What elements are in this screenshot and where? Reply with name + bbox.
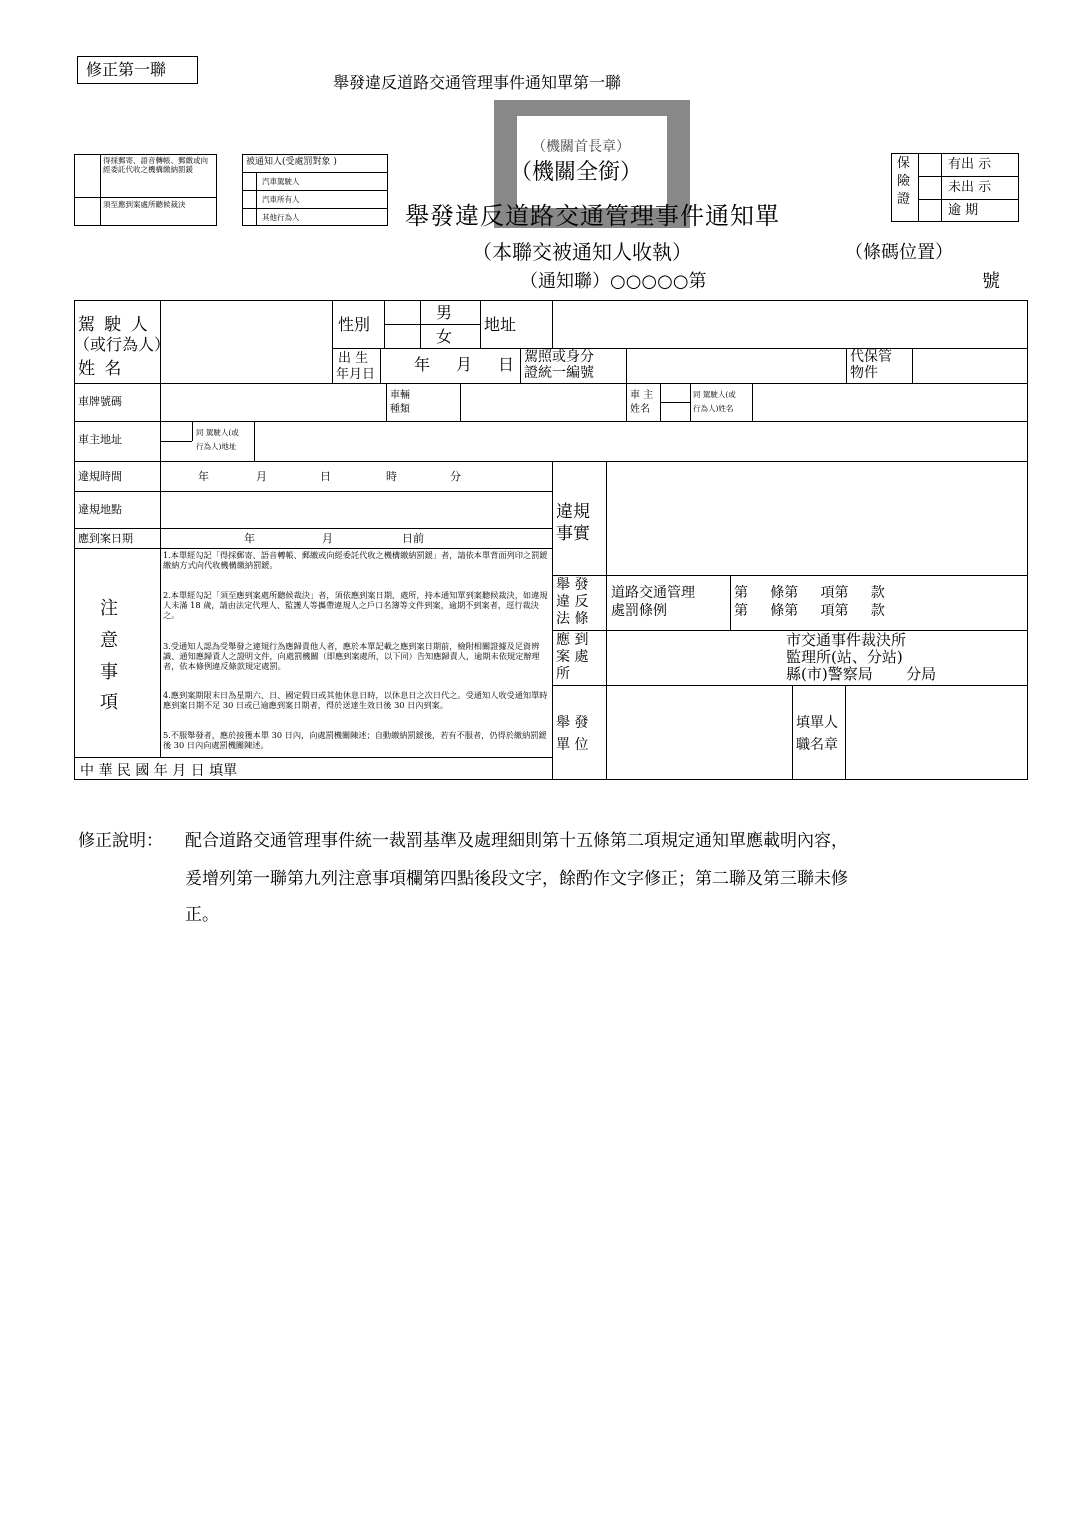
form-subtitle: （本聯交被通知人收執） xyxy=(472,240,692,264)
driver-name-field[interactable] xyxy=(162,302,330,381)
notes-label-1: 注 xyxy=(100,598,118,619)
same-owner-address-2: 行為人)地址 xyxy=(196,442,237,451)
driver-label-1: 駕 駛 人 xyxy=(78,315,150,335)
filler-label-1: 填單人 xyxy=(796,715,838,731)
vehicle-type-field[interactable] xyxy=(462,385,624,419)
insurance-not-shown: 未出 示 xyxy=(948,180,992,195)
law-label-1: 舉 發 xyxy=(556,577,589,593)
male-label: 男 xyxy=(436,303,453,322)
driver-label-2: （或行為人） xyxy=(74,335,171,354)
insurance-label-3: 證 xyxy=(897,192,911,207)
revision-note-line-1: 配合道路交通管理事件統一裁罰基準及處理細則第十五條第二項規定通知單應載明內容， xyxy=(185,831,848,851)
owner-name-label-1: 車 主 xyxy=(630,390,654,401)
license-number-field[interactable] xyxy=(628,350,844,381)
insurance-expired: 逾 期 xyxy=(948,203,979,218)
driver-label-3: 姓 名 xyxy=(78,359,124,379)
guardian-label-1: 代保管 xyxy=(850,349,892,365)
revision-note-line-2: 爰增列第一聯第九列注意事項欄第四點後段文字，餘酌作文字修正；第二聯及第三聯未修 xyxy=(185,869,848,889)
office-line-3: 縣(市)警察局 分局 xyxy=(786,665,937,683)
notes-label-4: 項 xyxy=(100,692,118,713)
owner-address-label: 車主地址 xyxy=(78,433,122,446)
same-owner-name-2: 行為人)姓名 xyxy=(693,404,734,413)
violation-facts-field[interactable] xyxy=(608,463,1026,573)
roc-date-line: 中 華 民 國 年 月 日 填單 xyxy=(80,763,238,779)
office-line-2: 監理所(站、分站) xyxy=(786,648,903,666)
notified-row-other: 其他行為人 xyxy=(262,213,300,222)
time-year: 年 xyxy=(198,470,209,483)
filler-seal-field[interactable] xyxy=(847,687,1026,778)
checkbox-female[interactable] xyxy=(386,326,418,346)
notice-number-suffix: 號 xyxy=(982,271,1000,292)
law-label-3: 法 條 xyxy=(556,611,589,627)
office-label-3: 所 xyxy=(556,666,570,682)
note-1: 1.本單經勾記「得採郵寄、語音轉帳、郵繳或向經委託代收之機構繳納罰鍰」者，請依本單背面列印之罰鍰繳納方式向代收機構繳納罰鍰。 xyxy=(163,550,548,570)
revision-note-line-3: 正。 xyxy=(185,905,219,925)
insurance-shown: 有出 示 xyxy=(948,157,992,172)
guardian-items-field[interactable] xyxy=(914,350,1026,381)
plate-label: 車牌號碼 xyxy=(78,395,122,408)
due-year: 年 xyxy=(244,532,255,545)
note-2: 2.本單經勾記「須至應到案處所聽候裁決」者，須依應到案日期、處所，持本通知單到案聽候裁決，如違規人未滿 18 歲，請由法定代理人、監護人等攜帶違規人之戶口名簿等文件到案，逾期不到案者，逕行裁決之。 xyxy=(163,590,548,620)
insurance-label-2: 險 xyxy=(897,174,911,189)
license-label-2: 證統一編號 xyxy=(524,365,594,381)
gender-label: 性別 xyxy=(338,315,371,334)
birth-label-2: 年月日 xyxy=(336,367,376,382)
notified-title: 被通知人(受處罰對象 ) xyxy=(246,157,337,167)
violation-time-label: 違規時間 xyxy=(78,470,122,483)
form-title: 舉發違反道路交通管理事件通知單 xyxy=(405,202,780,230)
office-line-1: 市交通事件裁決所 xyxy=(786,631,907,649)
owner-name-label-2: 姓名 xyxy=(630,404,650,415)
facts-label-2: 事實 xyxy=(556,524,590,544)
checkbox-mail-payment[interactable] xyxy=(76,156,98,195)
law-clause-1: 第 條第 項第 款 xyxy=(734,585,885,601)
law-clause-2: 第 條第 項第 款 xyxy=(734,603,885,619)
time-hour: 時 xyxy=(386,470,397,483)
address-field[interactable] xyxy=(554,302,1026,346)
due-date-label: 應到案日期 xyxy=(78,532,133,545)
birth-day: 日 xyxy=(498,355,515,374)
notes-label-3: 事 xyxy=(100,662,118,683)
checkbox-same-owner-address[interactable] xyxy=(162,423,190,439)
option-mail-payment: 得採郵寄、語音轉帳、郵繳或向經委託代收之機構繳納罰鍰 xyxy=(103,156,208,174)
revision-tag-text: 修正第一聯 xyxy=(86,60,167,79)
filler-label-2: 職名章 xyxy=(796,737,838,753)
barcode-label: （條碼位置） xyxy=(845,242,953,263)
address-label: 地址 xyxy=(484,315,517,334)
birth-month: 月 xyxy=(456,355,473,374)
note-5: 5.不服舉發者，應於接獲本單 30 日內，向處罰機關陳述；自動繳納罰鍰後，若有不服者，仍得於繳納罰鍰後 30 日內向處罰機關陳述。 xyxy=(163,730,547,750)
unit-label-1: 舉 發 xyxy=(556,715,589,731)
law-name-2: 處罰條例 xyxy=(611,603,667,619)
birth-year: 年 xyxy=(414,355,431,374)
option-hearing: 須至應到案處所聽候裁決 xyxy=(103,200,186,209)
time-day: 日 xyxy=(320,470,331,483)
note-3: 3.受通知人認為受舉發之違規行為應歸責他人者，應於本單記載之應到案日期前，檢附相關證據及足資辨識、通知應歸責人之證明文件，向處罰機關（即應到案處所，以下同）告知應歸責人，逾期未依規定辦理者，依本條例違反條款規定處罰。 xyxy=(163,641,540,671)
revision-note-label: 修正說明： xyxy=(78,831,163,851)
facts-label-1: 違規 xyxy=(556,502,590,522)
note-4: 4.應到案期限末日為星期六、日、國定假日或其他休息日時，以休息日之次日代之。受通知人收受通知單時應到案日期不足 30 日或已逾應到案日期者，得於送達生效日後 30 日內到案。 xyxy=(163,690,548,710)
time-minute: 分 xyxy=(450,470,461,483)
notes-label-2: 意 xyxy=(100,630,118,651)
vehicle-type-label-2: 種類 xyxy=(390,404,410,415)
female-label: 女 xyxy=(436,327,453,346)
checkbox-hearing[interactable] xyxy=(76,199,98,224)
insurance-label-1: 保 xyxy=(897,156,911,171)
time-month: 月 xyxy=(256,470,267,483)
head-seal-label: （機關首長章） xyxy=(532,139,630,155)
unit-label-2: 單 位 xyxy=(556,737,589,753)
owner-name-field[interactable] xyxy=(754,385,1026,419)
checkbox-male[interactable] xyxy=(386,302,418,322)
same-owner-name-1: 同 駕駛人(或 xyxy=(693,390,736,399)
guardian-label-2: 物件 xyxy=(850,365,878,381)
due-month: 月 xyxy=(322,532,333,545)
vehicle-type-label-1: 車輛 xyxy=(390,390,410,401)
office-label-2: 案 處 xyxy=(556,649,589,665)
issuing-unit-field[interactable] xyxy=(608,687,790,778)
plate-number-field[interactable] xyxy=(162,385,384,419)
agency-label: （機關全銜） xyxy=(510,160,643,185)
violation-place-label: 違規地點 xyxy=(78,503,122,516)
law-label-2: 違 反 xyxy=(556,594,589,610)
owner-address-field[interactable] xyxy=(256,423,1026,459)
violation-place-field[interactable] xyxy=(162,493,550,526)
law-name-1: 道路交通管理 xyxy=(611,585,695,601)
notice-number-prefix: （通知聯）○○○○○第 xyxy=(520,271,707,292)
checkbox-same-owner-name[interactable] xyxy=(662,385,688,401)
same-owner-address-1: 同 駕駛人(或 xyxy=(196,428,239,437)
doc-header: 舉發違反道路交通管理事件通知單第一聯 xyxy=(333,73,622,92)
notified-row-owner: 汽車所有人 xyxy=(262,195,300,204)
notified-row-driver: 汽車駕駛人 xyxy=(262,177,300,186)
birth-label-1: 出 生 xyxy=(338,351,369,366)
due-day: 日前 xyxy=(402,532,424,545)
license-label-1: 駕照或身分 xyxy=(524,349,594,365)
office-label-1: 應 到 xyxy=(556,632,589,648)
